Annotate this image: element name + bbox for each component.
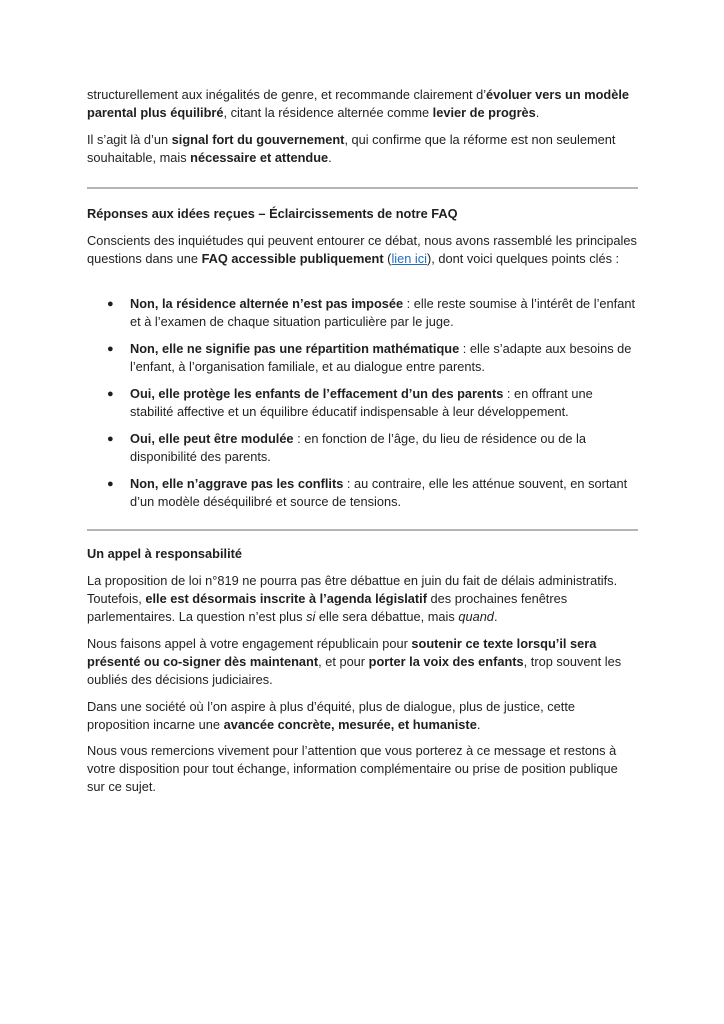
text-run: La proposition de loi n°819 ne pourra pas être débattue en juin du fait de délais administratifs. Toutefois, — [87, 573, 618, 606]
bold-run: évoluer vers un modèle parental plus équilibré — [87, 87, 629, 120]
faq-heading — [87, 205, 639, 223]
text-run: structurellement aux inégalités de genre, et recommande clairement d’ — [87, 87, 487, 102]
bold-run: nécessaire et attendue — [190, 150, 329, 165]
faq-heading-text: Réponses aux idées reçues – Éclaircissements de notre FAQ — [87, 206, 458, 221]
list-item — [87, 475, 639, 511]
paragraph-government-signal — [87, 131, 639, 167]
bullet-icon: ● — [107, 298, 114, 310]
appeal-paragraph-3 — [87, 698, 639, 734]
bold-run: porter la voix des enfants — [368, 654, 524, 669]
bold-run: Non, elle ne signifie pas une répartition mathématique — [130, 341, 460, 356]
text-run: , et pour — [318, 654, 369, 669]
bold-run: Non, elle n’aggrave pas les conflits — [130, 476, 344, 491]
bold-run: elle est désormais inscrite à l’agenda législatif — [145, 591, 427, 606]
text-run: . — [476, 717, 481, 732]
faq-link[interactable]: lien ici — [391, 251, 428, 266]
appeal-paragraph-1 — [87, 572, 639, 626]
section-divider — [87, 187, 638, 189]
text-run: des prochaines fenêtres parlementaires. La question n’est plus — [87, 591, 568, 624]
text-run: , qui confirme que la réforme est non seulement souhaitable, mais — [87, 132, 616, 165]
list-item — [87, 295, 639, 331]
text-run: . — [493, 609, 498, 624]
appeal-paragraph-2 — [87, 635, 639, 689]
italic-run: si — [306, 609, 316, 624]
italic-run: quand — [458, 609, 494, 624]
paragraph-reform-context — [87, 86, 639, 122]
text-run: ( — [383, 251, 392, 266]
list-item — [87, 340, 639, 376]
text-run: : au contraire, elle les atténue souvent, en sortant d’un modèle déséquilibré et source de tensions. — [130, 476, 628, 509]
appeal-heading — [87, 545, 639, 563]
bold-run: Oui, elle protège les enfants de l’effacement d’un des parents — [130, 386, 504, 401]
text-run: : en fonction de l’âge, du lieu de résidence ou de la disponibilité des parents. — [130, 431, 586, 464]
text-run: elle sera débattue, mais — [315, 609, 459, 624]
bold-run: signal fort du gouvernement — [171, 132, 345, 147]
list-item — [87, 430, 639, 466]
text-run: : elle s’adapte aux besoins de l’enfant, à l’organisation familiale, et au dialogue entre parents. — [130, 341, 632, 374]
text-run: ), dont voici quelques points clés : — [427, 251, 620, 266]
bullet-icon: ● — [107, 433, 114, 445]
section-divider — [87, 529, 638, 531]
bold-run: levier de progrès — [432, 105, 536, 120]
text-run: Il s’agit là d’un — [87, 132, 172, 147]
closing-paragraph: Nous vous remercions vivement pour l’attention que vous porterez à ce message et restons à votre disposition pour tout échange, information complémentaire ou prise de position publique sur ce sujet. — [87, 743, 618, 794]
text-run: , trop souvent les oubliés des décisions judiciaires. — [87, 654, 622, 687]
text-run: Conscients des inquiétudes qui peuvent entourer ce débat, nous avons rassemblé les principales questions dans une — [87, 233, 637, 266]
bold-run: FAQ accessible publiquement — [201, 251, 384, 266]
bullet-icon: ● — [107, 343, 114, 355]
bullet-icon: ● — [107, 388, 114, 400]
bold-run: soutenir ce texte lorsqu’il sera présenté ou co-signer dès maintenant — [87, 636, 597, 669]
text-run: : en offrant une stabilité affective et un équilibre éducatif indispensable à leur développement. — [130, 386, 593, 419]
text-run: Dans une société où l’on aspire à plus d’équité, plus de dialogue, plus de justice, cette proposition incarne une — [87, 699, 576, 732]
bold-run: avancée concrète, mesurée, et humaniste — [223, 717, 477, 732]
appeal-heading-text: Un appel à responsabilité — [87, 546, 243, 561]
text-run: . — [535, 105, 540, 120]
faq-bullet-list — [87, 295, 639, 520]
faq-intro-paragraph — [87, 232, 639, 268]
bullet-icon: ● — [107, 478, 114, 490]
text-run: . — [328, 150, 332, 165]
bold-run: Non, la résidence alternée n’est pas imposée — [130, 296, 404, 311]
text-run: , citant la résidence alternée comme — [223, 105, 433, 120]
text-run: Nous faisons appel à votre engagement républicain pour — [87, 636, 412, 651]
list-item — [87, 385, 639, 421]
bold-run: Oui, elle peut être modulée — [130, 431, 294, 446]
text-run: : elle reste soumise à l’intérêt de l’enfant et à l’examen de chaque situation particulière par le juge. — [130, 296, 635, 329]
